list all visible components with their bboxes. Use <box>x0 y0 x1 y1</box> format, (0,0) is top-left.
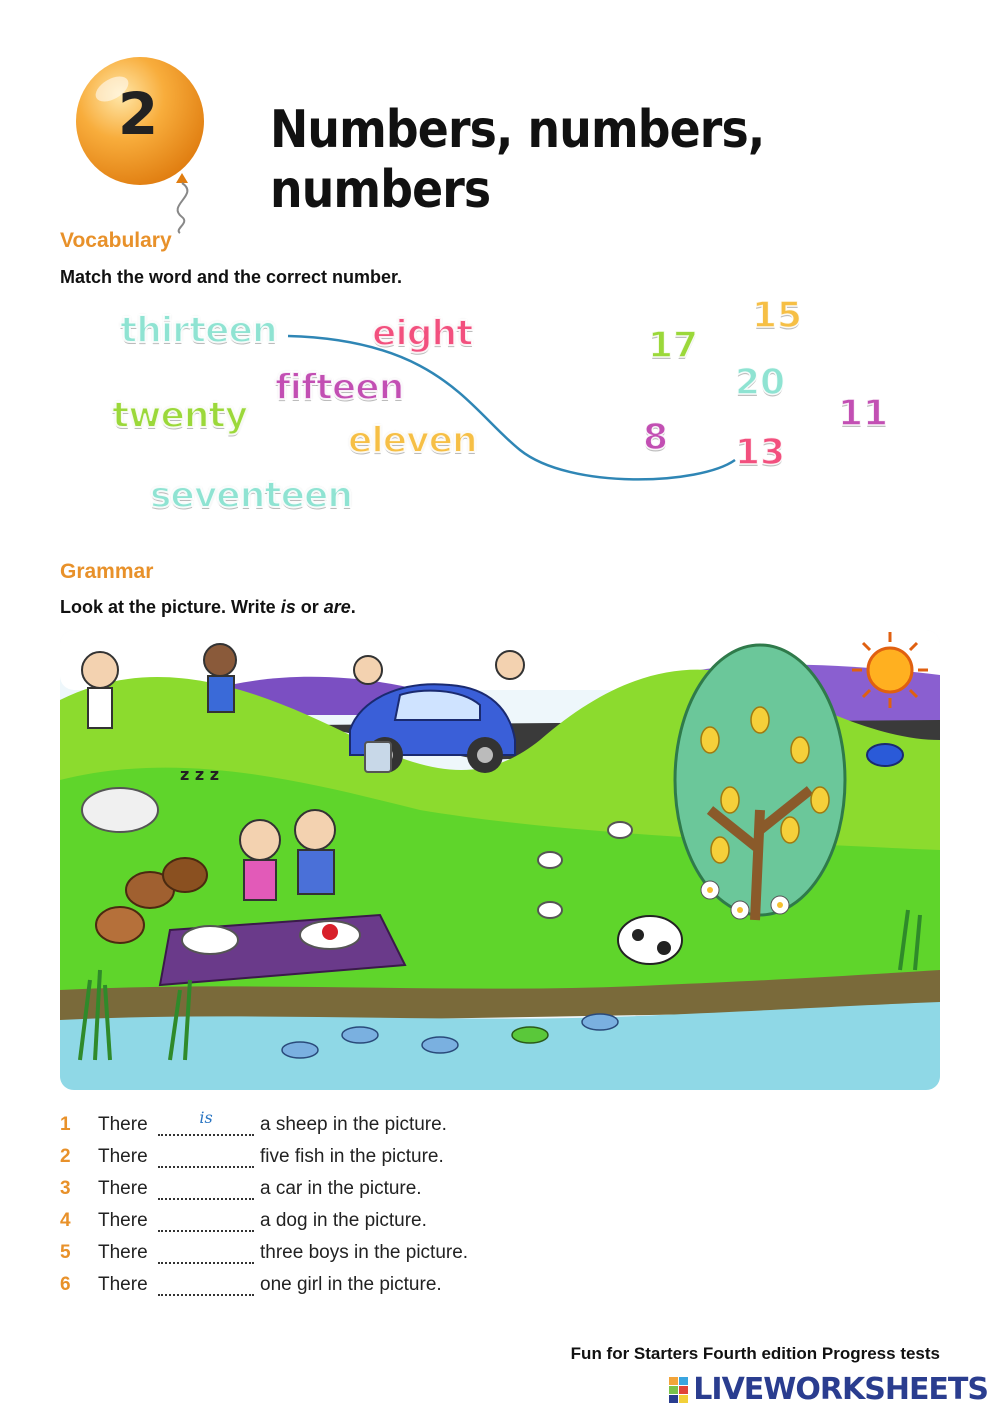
park-scene-picture <box>60 630 940 1090</box>
answer-blank[interactable] <box>158 1178 254 1200</box>
word-eight[interactable]: eight <box>372 313 473 354</box>
answer-blank[interactable] <box>158 1274 254 1296</box>
page-title: Numbers, numbers, numbers <box>270 100 765 220</box>
exercise-item <box>60 1108 660 1146</box>
item-there: There <box>98 1210 148 1231</box>
number-11[interactable]: 11 <box>838 393 889 434</box>
item-there: There <box>98 1274 148 1295</box>
item-number: 3 <box>60 1178 71 1199</box>
exercise-item <box>60 1242 660 1274</box>
word-twenty[interactable]: twenty <box>112 395 248 436</box>
item-there: There <box>98 1242 148 1263</box>
vocabulary-instruction: Match the word and the correct number. <box>60 267 403 287</box>
item-text: one girl in the picture. <box>260 1274 442 1295</box>
source-credit: Fun for Starters Fourth edition Progress tests <box>570 1344 940 1363</box>
item-text: a car in the picture. <box>260 1178 422 1199</box>
item-text: five fish in the picture. <box>260 1146 444 1167</box>
vocabulary-heading: Vocabulary <box>60 229 172 252</box>
item-number: 4 <box>60 1210 71 1231</box>
exercise-item <box>60 1146 660 1178</box>
answer-blank[interactable] <box>158 1242 254 1264</box>
item-text: three boys in the picture. <box>260 1242 469 1263</box>
word-fifteen[interactable]: fifteen <box>275 367 404 408</box>
answer-blank[interactable] <box>158 1146 254 1168</box>
word-thirteen[interactable]: thirteen <box>120 310 277 351</box>
grammar-instruction: Look at the picture. Write is or are. <box>60 597 356 617</box>
word-seventeen[interactable]: seventeen <box>150 475 353 516</box>
brand-name: LIVEWORKSHEETS <box>693 1372 988 1407</box>
number-17[interactable]: 17 <box>648 325 699 366</box>
number-13[interactable]: 13 <box>735 432 786 473</box>
answer-text: is <box>199 1108 213 1127</box>
liveworksheets-logo[interactable] <box>669 1372 988 1407</box>
item-there: There <box>98 1114 148 1135</box>
answer-blank[interactable] <box>158 1210 254 1232</box>
number-20[interactable]: 20 <box>735 362 786 403</box>
item-number: 1 <box>60 1114 71 1135</box>
exercise-item <box>60 1274 660 1306</box>
item-number: 5 <box>60 1242 71 1263</box>
liveworksheets-logo-icon <box>669 1377 689 1403</box>
exercise-item <box>60 1178 660 1210</box>
number-15[interactable]: 15 <box>752 295 803 336</box>
answer-blank[interactable] <box>158 1108 254 1136</box>
svg-text:z z z: z z z <box>180 765 220 784</box>
number-8[interactable]: 8 <box>643 417 669 458</box>
word-eleven[interactable]: eleven <box>348 420 477 461</box>
unit-number: 2 <box>117 80 159 148</box>
item-number: 6 <box>60 1274 71 1295</box>
item-text: a sheep in the picture. <box>260 1114 447 1135</box>
item-number: 2 <box>60 1146 71 1167</box>
item-there: There <box>98 1146 148 1167</box>
item-text: a dog in the picture. <box>260 1210 427 1231</box>
exercise-item <box>60 1210 660 1242</box>
grammar-heading: Grammar <box>60 560 154 583</box>
item-there: There <box>98 1178 148 1199</box>
